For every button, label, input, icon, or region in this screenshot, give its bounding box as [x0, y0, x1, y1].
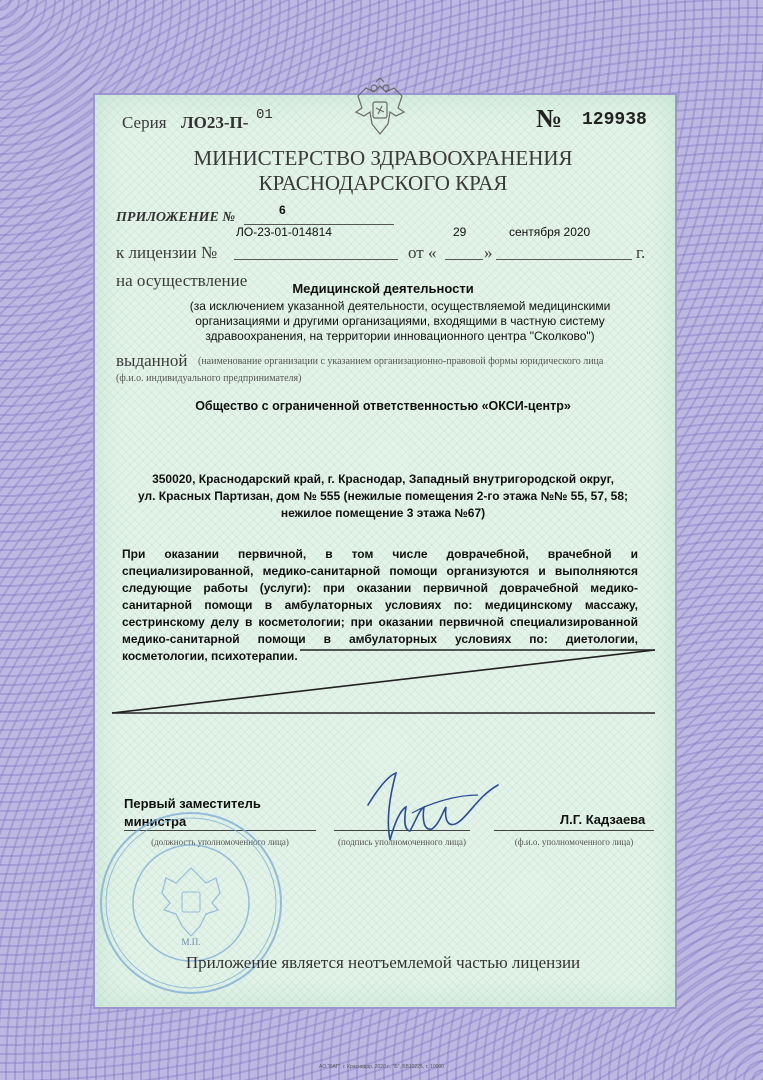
issued-hint-2: (ф.и.о. индивидуального предпринимателя) [116, 373, 302, 384]
license-month-line [496, 259, 632, 260]
caption-position: (должность уполномоченного лица) [151, 837, 289, 847]
series-code: ЛО23-П- [181, 113, 249, 132]
license-day: 29 [453, 225, 467, 239]
ministry-line-1: МИНИСТЕРСТВО ЗДРАВООХРАНЕНИЯ [193, 146, 573, 170]
license-day-line [445, 259, 483, 260]
series-number: 01 [256, 107, 273, 123]
organization-address [93, 471, 673, 522]
signer-name: Л.Г. Кадзаева [560, 812, 646, 827]
license-from-label: от « [408, 243, 437, 262]
ministry-line-2: КРАСНОДАРСКОГО КРАЯ [258, 171, 508, 195]
license-year-suffix: г. [636, 243, 646, 262]
coat-of-arms-icon [352, 78, 408, 144]
license-month-year: сентября 2020 [509, 225, 591, 239]
stamp-mark: М.П. [181, 937, 201, 947]
caption-name: (ф.и.о. уполномоченного лица) [514, 837, 634, 847]
series-label: Серия [122, 113, 167, 132]
form-number: 129938 [582, 110, 647, 130]
issued-hint-1: (наименование организации с указанием организационно-правовой формы юридического лица [198, 356, 604, 367]
license-quote-close: » [484, 243, 493, 262]
activity-description: (за исключением указанной деятельности, осуществляемой медицинскими организациями и другими организациями, входящими в частную систему здравоохранения, на территории инновационного центра "Сколково") [189, 299, 611, 343]
activity-title: Медицинской деятельности [292, 281, 474, 296]
signer-position-line-1: Первый заместитель [124, 796, 261, 811]
number-sign: № [536, 104, 563, 133]
appendix-label: ПРИЛОЖЕНИЕ № [116, 210, 236, 225]
activity-label: на осуществление [116, 271, 248, 290]
name-line [494, 830, 654, 831]
appendix-number: 6 [279, 203, 286, 217]
license-number: ЛО-23-01-014814 [236, 225, 332, 239]
address-line-3: нежилое помещение 3 этажа №67) [280, 506, 486, 520]
strike-lines [110, 640, 660, 720]
services-text: При оказании первичной, в том числе доврачебной, врачебной и специализированной, медико-санитарной помощи организуются и выполняются следующие работы (услуги): при оказании первичной доврачебной медико-санитарной помощи в амбулаторных условиях по: медицинскому массажу, сестринскому делу в косметологии; при оказании первичной специализированной медико-санитарной помощи в амбулаторных условиях по: диетологии, косметологии, психотерапии. [122, 547, 638, 663]
caption-signature: (подпись уполномоченного лица) [338, 837, 466, 847]
footnote: Приложение является неотъемлемой частью лицензии [185, 953, 581, 972]
signer-position-line-2: министра [124, 814, 187, 829]
issued-label: выданной [116, 351, 188, 370]
license-number-line [234, 259, 398, 260]
printer-imprint: АО "БАГ", г. Краснодар, 2020 г., "Б", БВ10225, т. 10000 [319, 1064, 444, 1070]
handwritten-signature [360, 765, 500, 855]
address-line-1: 350020, Краснодарский край, г. Краснодар, Западный внутригородской округ, [152, 472, 614, 486]
address-line-2: ул. Красных Партизан, дом № 555 (нежилые помещения 2-го этажа №№ 55, 57, 58; [137, 489, 629, 503]
organization-name: Общество с ограниченной ответственностью «ОКСИ-центр» [195, 399, 571, 413]
license-label: к лицензии № [116, 243, 218, 262]
ministry-title [93, 146, 673, 196]
